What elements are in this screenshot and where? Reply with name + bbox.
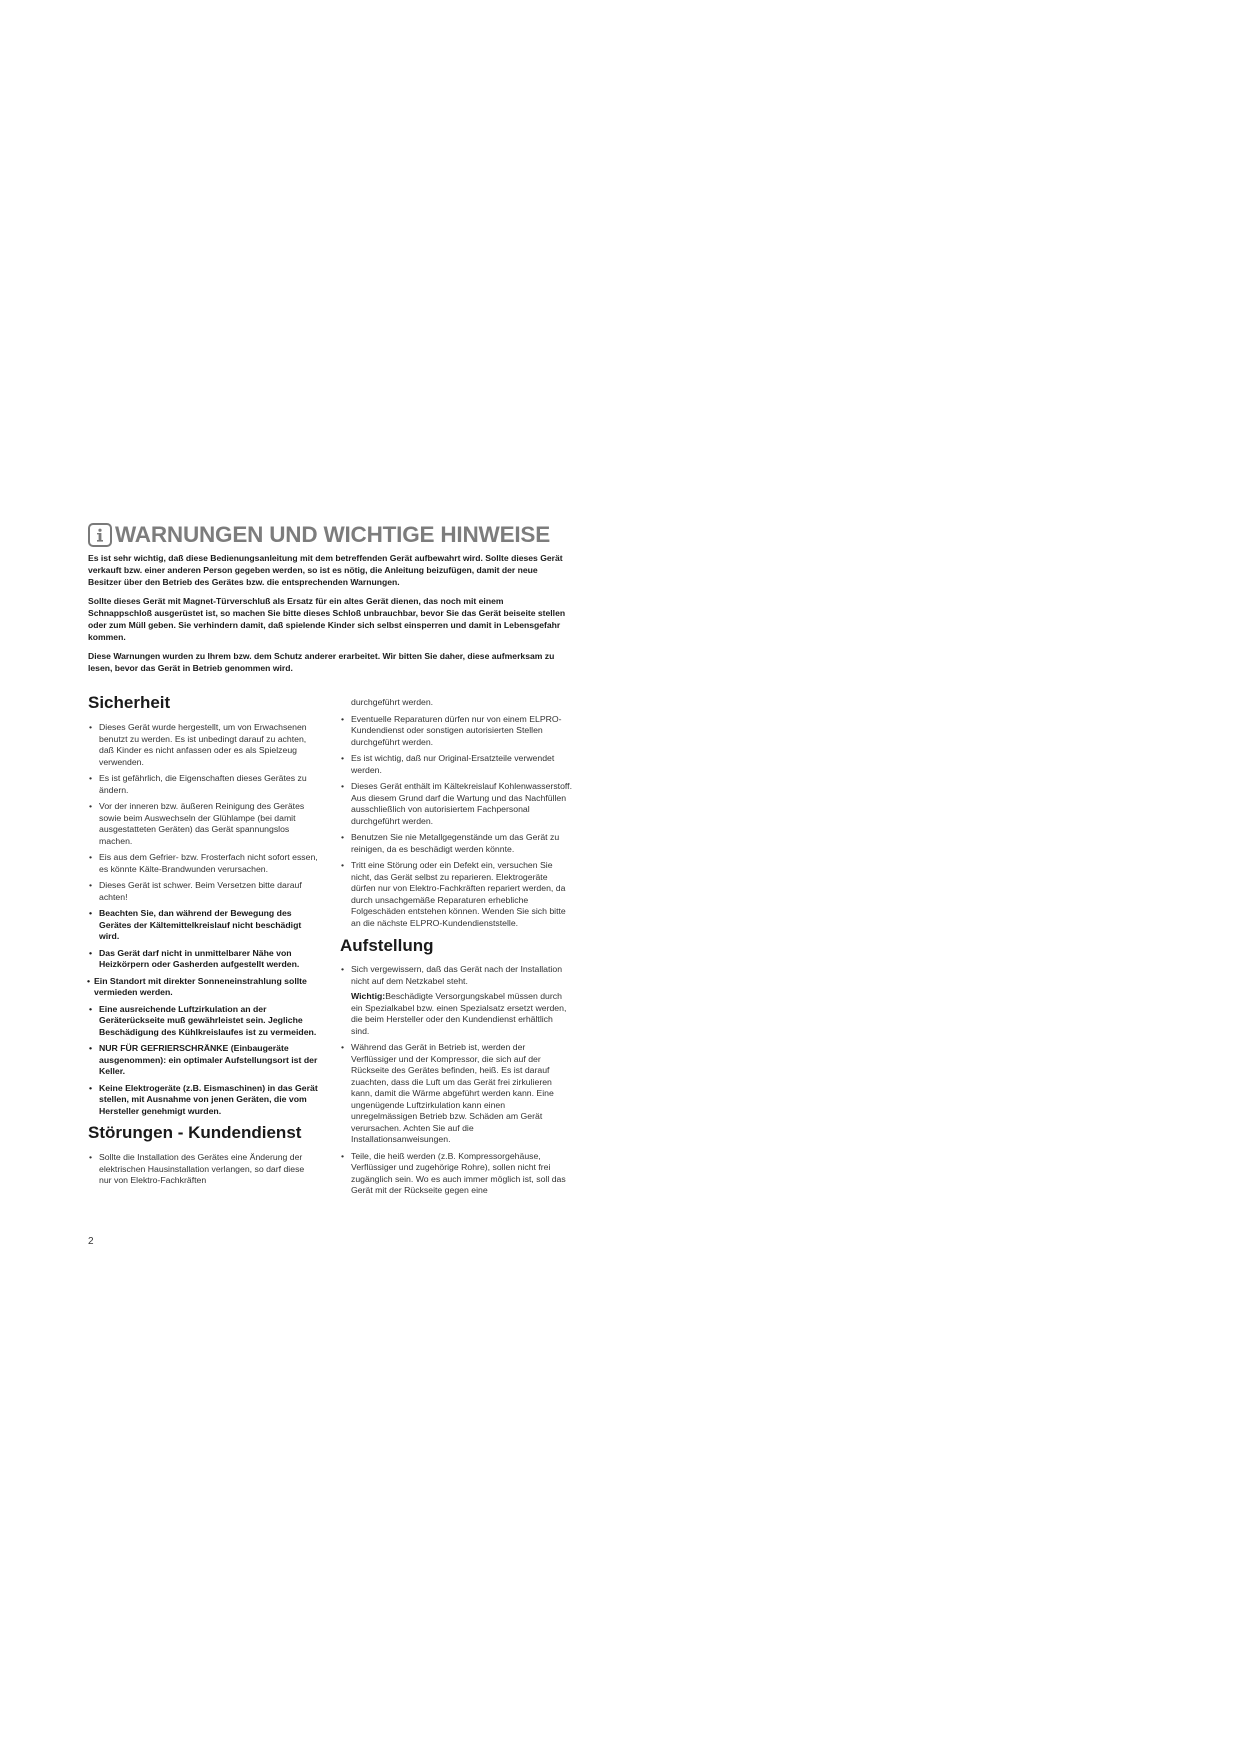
info-icon: [88, 523, 112, 547]
intro-paragraph: Sollte dieses Gerät mit Magnet-Türverschluß als Ersatz für ein altes Gerät dienen, das noch mit einem Schnappschloß ausgerüstet ist, so machen Sie bitte dieses Schloß unbrauchbar, bevor Sie das Gerät beiseite stellen oder zum Müll geben. Sie verhindern damit, daß spielende Kinder sich selbst einsperren und damit in Lebensgefahr kommen.: [88, 596, 566, 642]
note-text: Beschädigte Versorgungskabel müssen durch ein Spezialkabel bzw. einen Spezialsatz ersetzt werden, die beim Hersteller oder den Kundendienst erhältlich sind.: [351, 991, 567, 1036]
list-item: • Ein Standort mit direkter Sonneneinstrahlung sollte vermieden werden.: [88, 976, 318, 999]
aufstellung-list-more: [340, 1042, 572, 1197]
section-title-stoerungen: Störungen - Kundendienst: [88, 1123, 302, 1142]
list-item: • Benutzen Sie nie Metallgegenstände um das Gerät zu reinigen, da es beschädigt werden könnte.: [340, 832, 572, 855]
aufstellung-list: [340, 964, 572, 987]
list-item: • Es ist wichtig, daß nur Original-Ersatzteile verwendet werden.: [340, 753, 572, 776]
list-item: • Eis aus dem Gefrier- bzw. Frosterfach nicht sofort essen, es könnte Kälte-Brandwunden verursachen.: [88, 852, 318, 875]
list-item: • Es ist gefährlich, die Eigenschaften dieses Gerätes zu ändern.: [88, 773, 318, 796]
list-item: • Teile, die heiß werden (z.B. Kompressorgehäuse, Verflüssiger und zugehörige Rohre), sollen nicht frei zugänglich sein. Wo es auch immer möglich ist, soll das Gerät mit der Rückseite gegen eine: [340, 1151, 572, 1197]
intro-text: [88, 552, 568, 681]
important-note: [340, 991, 572, 1037]
right-column: [340, 697, 572, 1202]
intro-paragraph: Es ist sehr wichtig, daß diese Bedienungsanleitung mit dem betreffenden Gerät aufbewahrt wird. Sollte dieses Gerät verkauft bzw. einer anderen Person gegeben werden, so ist es nötig, die Anleitung beizufügen, damit der neue Besitzer über den Betrieb des Gerätes bzw. die entsprechenden Warnungen.: [88, 553, 563, 587]
section-title-sicherheit: Sicherheit: [88, 693, 171, 712]
page-number: 2: [88, 1236, 94, 1247]
page-title: WARNUNGEN UND WICHTIGE HINWEISE: [115, 522, 551, 547]
list-item: • Während das Gerät in Betrieb ist, werden der Verflüssiger und der Kompressor, die sich auf der Rückseite des Gerätes befinden, heiß. Es ist darauf zuachten, dass die Luft um das Gerät frei zirkulieren kann, damit die Wärme abgeführt werden kann. Eine ungenügende Luftzirkulation kann einen unregelmässigen Betrieb bzw. Schäden am Gerät verursachen. Achten Sie auf die Installationsanweisungen.: [340, 1042, 572, 1146]
stoerungen-list-continued: [340, 714, 572, 930]
list-item: • Dieses Gerät enthält im Kältekreislauf Kohlenwasserstoff. Aus diesem Grund darf die Wartung und das Nachfüllen ausschließlich von autorisiertem Fachpersonal durchgeführt werden.: [340, 781, 572, 827]
page-header: [88, 522, 588, 548]
list-item: • Sollte die Installation des Gerätes eine Änderung der elektrischen Hausinstallation verlangen, so darf diese nur von Elektro-Fachkräften: [88, 1152, 318, 1187]
left-column: [88, 692, 318, 1192]
list-item: • NUR FÜR GEFRIERSCHRÄNKE (Einbaugeräte ausgenommen): ein optimaler Aufstellungsort ist der Keller.: [88, 1043, 318, 1078]
list-item: • Sich vergewissern, daß das Gerät nach der Installation nicht auf dem Netzkabel steht.: [340, 964, 572, 987]
note-label: Wichtig:: [351, 991, 386, 1001]
sicherheit-list: [88, 722, 318, 1117]
list-item: • Tritt eine Störung oder ein Defekt ein, versuchen Sie nicht, das Gerät selbst zu reparieren. Elektrogeräte dürfen nur von Elektro-Fachkräften repariert werden, da durch unsachgemäße Reparaturen erhebliche Folgeschäden entstehen können. Wenden Sie sich bitte an die nächste ELPRO-Kundendienststelle.: [340, 860, 572, 929]
intro-paragraph: Diese Warnungen wurden zu Ihrem bzw. dem Schutz anderer erarbeitet. Wir bitten Sie daher, diese aufmerksam zu lesen, bevor das Gerät in Betrieb genommen wird.: [88, 651, 555, 673]
list-item: • Das Gerät darf nicht in unmittelbarer Nähe von Heizkörpern oder Gasherden aufgestellt werden.: [88, 948, 318, 971]
list-item: • Eine ausreichende Luftzirkulation an der Geräterückseite muß gewährleistet sein. Jegliche Beschädigung des Kühlkreislaufes ist zu vermeiden.: [88, 1004, 318, 1039]
list-item: • Keine Elektrogeräte (z.B. Eismaschinen) in das Gerät stellen, mit Ausnahme von jenen Geräten, die vom Hersteller genehmigt wurden.: [88, 1083, 318, 1118]
list-item: • Eventuelle Reparaturen dürfen nur von einem ELPRO-Kundendienst oder sonstigen autorisierten Stellen durchgeführt werden.: [340, 714, 572, 749]
list-item: • Vor der inneren bzw. äußeren Reinigung des Gerätes sowie beim Auswechseln der Glühlampe (bei damit ausgestatteten Geräten) das Gerät spannungslos machen.: [88, 801, 318, 847]
section-title-aufstellung: Aufstellung: [340, 936, 434, 955]
continued-text: durchgeführt werden.: [351, 697, 434, 707]
stoerungen-list: [88, 1152, 318, 1187]
list-item: • Beachten Sie, dan während der Bewegung des Gerätes der Kältemittelkreislauf nicht beschädigt wird.: [88, 908, 318, 943]
list-item: • Dieses Gerät ist schwer. Beim Versetzen bitte darauf achten!: [88, 880, 318, 903]
list-item: • Dieses Gerät wurde hergestellt, um von Erwachsenen benutzt zu werden. Es ist unbedingt darauf zu achten, daß Kinder es nicht anfassen oder es als Spielzeug verwenden.: [88, 722, 318, 768]
